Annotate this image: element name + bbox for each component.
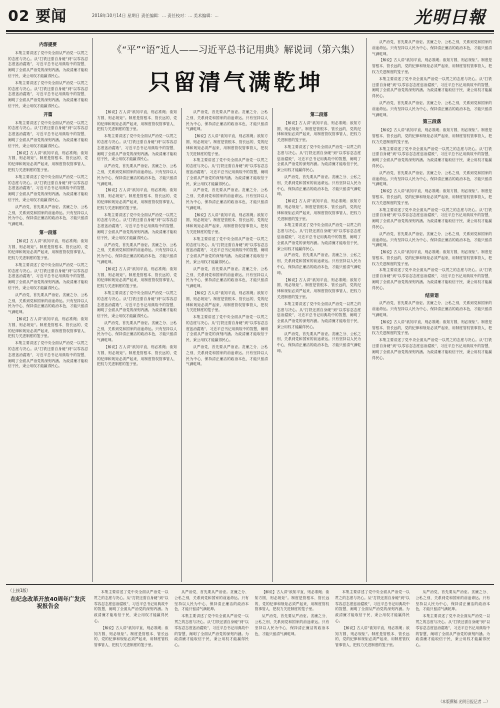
section-heading: 结束语 xyxy=(425,293,439,299)
body-text: 从严治党，首先要从严治吏。贪廉之分、公私之别，关系到党和国家的前途命运。只有坚持以人民为中心，保持清正廉洁的政治本色，才能只留清气满乾坤。 xyxy=(277,253,361,275)
body-text: 【解说】古人讲“欲知平直，则必准绳；欲知方圆，则必规矩”。制度是管根本、管长远的，党的纪律和规矩必须严起来，用制度管权管事管人，把权力关进制度的笼子里。 xyxy=(8,238,88,261)
body-text: 本集主要讲述了党中央全面从严治党一以贯之的态度与决心。从“打铁还需自身硬”到“以零容忍态度惩治腐败”，习近平总书记用典故中的智慧，阐明了全面从严治党的深刻内涵。为政清廉才能取信于民，秉公用权才能赢得民心。 xyxy=(277,301,361,329)
body-text: 【解说】古人讲“欲知平直，则必准绳；欲知方圆，则必规矩”。制度是管根本、管长远的，党的纪律和规矩必须严起来，用制度管权管事管人，把权力关进制度的笼子里。 xyxy=(372,319,492,336)
body-text: 从严治党，首先要从严治吏。贪廉之分、公私之别，关系到党和国家的前途命运。只有坚持以人民为中心，保持清正廉洁的政治本色，才能只留清气满乾坤。 xyxy=(186,266,268,289)
body-text: 本集主要讲述了党中央全面从严治党一以贯之的态度与决心。从“打铁还需自身硬”到“以零容忍态度惩治腐败”，习近平总书记用典故中的智慧，阐明了全面从严治党的深刻内涵。为政清廉才能取信于民，秉公用权才能赢得民心。 xyxy=(186,158,268,186)
body-text: 从严治党，首先要从严治吏。贪廉之分、公私之别，关系到党和国家的前途命运。只有坚持以人民为中心，保持清正廉洁的政治本色，才能只留清气满乾坤。 xyxy=(186,110,268,132)
body-text: 【解说】古人讲“欲知平直，则必准绳；欲知方圆，则必规矩”。制度是管根本、管长远的，党的纪律和规矩必须严起来，用制度管权管事管人，把权力关进制度的笼子里。 xyxy=(277,277,361,299)
body-text: 从严治党，首先要从严治吏。贪廉之分、公私之别，关系到党和国家的前途命运。只有坚持以人民为中心，保持清正廉洁的政治本色，才能只留清气满乾坤。 xyxy=(186,188,268,210)
body-text: 【解说】古人讲“欲知平直，则必准绳；欲知方圆，则必规矩”。制度是管根本、管长远的，党的纪律和规矩必须严起来，用制度管权管事管人，把权力关进制度的笼子里。 xyxy=(94,625,169,648)
column-divider xyxy=(272,108,273,582)
body-text: 【解说】古人讲“欲知平直，则必准绳；欲知方圆，则必规矩”。制度是管根本、管长远的，党的纪律和规矩必须严起来，用制度管权管事管人，把权力关进制度的笼子里。 xyxy=(277,120,361,143)
body-text: 【解说】古人讲“欲知平直，则必准绳；欲知方圆，则必规矩”。制度是管根本、管长远的，党的纪律和规矩必须严起来，用制度管权管事管人，把权力关进制度的笼子里。 xyxy=(372,128,492,144)
column-divider xyxy=(181,108,182,582)
body-text: 从严治党，首先要从严治吏。贪廉之分、公私之别，关系到党和国家的前途命运。只有坚持以人民为中心，保持清正廉洁的政治本色，才能只留清气满乾坤。 xyxy=(254,614,330,636)
body-text: 从严治党，首先要从严治吏。贪廉之分、公私之别，关系到党和国家的前途命运。只有坚持以人民为中心，保持清正廉洁的政治本色，才能只留清气满乾坤。 xyxy=(415,590,490,612)
body-text: 【解说】古人讲“欲知平直，则必准绳；欲知方圆，则必规矩”。制度是管根本、管长远的，党的纪律和规矩必须严起来，用制度管权管事管人，把权力关进制度的笼子里。 xyxy=(186,290,268,313)
summary-heading: 内容提要 xyxy=(39,43,57,48)
body-text: 本集主要讲述了党中央全面从严治党一以贯之的态度与决心。从“打铁还需自身硬”到“以零容忍态度惩治腐败”，习近平总书记用典故中的智慧，阐明了全面从严治党的深刻内涵。为政清廉才能取信于民，秉公用权才能赢得民心。 xyxy=(8,262,88,291)
body-text: 【解说】古人讲“欲知平直，则必准绳；欲知方圆，则必规矩”。制度是管根本、管长远的，党的纪律和规矩必须严起来，用制度管权管事管人，把权力关进制度的笼子里。 xyxy=(372,250,492,266)
body-text: 【解说】古人讲“欲知平直，则必准绳；欲知方圆，则必规矩”。制度是管根本、管长远的，党的纪律和规矩必须严起来，用制度管权管事管人，把权力关进制度的笼子里。 xyxy=(186,134,268,156)
middle-column-b xyxy=(186,110,268,580)
body-text: 【解说】古人讲“欲知平直，则必准绳；欲知方圆，则必规矩”。制度是管根本、管长远的，党的纪律和规矩必须严起来，用制度管权管事管人，把权力关进制度的笼子里。 xyxy=(97,345,177,367)
body-text: 本集主要讲述了党中央全面从严治党一以贯之的态度与决心。从“打铁还需自身硬”到“以零容忍态度惩治腐败”，习近平总书记用典故中的智慧，阐明了全面从严治党的深刻内涵。为政清廉才能取信于民，秉公用权才能赢得民心。 xyxy=(415,614,490,648)
body-text: 本集主要讲述了党中央全面从严治党一以贯之的态度与决心。从“打铁还需自身硬”到“以零容忍态度惩治腐败”，习近平总书记用典故中的智慧，阐明了全面从严治党的深刻内涵。为政清廉才能取信于民，秉公用权才能赢得民心。 xyxy=(372,76,492,99)
body-text: 【解说】古人讲“欲知平直，则必准绳；欲知方圆，则必规矩”。制度是管根本、管长远的，党的纪律和规矩必须严起来，用制度管权管事管人，把权力关进制度的笼子里。 xyxy=(372,189,492,205)
body-text: 本集主要讲述了党中央全面从严治党一以贯之的态度与决心。从“打铁还需自身硬”到“以零容忍态度惩治腐败”，习近平总书记用典故中的智慧，阐明了全面从严治党的深刻内涵。为政清廉才能取信于民，秉公用权才能赢得民心。 xyxy=(186,236,268,264)
body-text: 【解说】古人讲“欲知平直，则必准绳；欲知方圆，则必规矩”。制度是管根本、管长远的，党的纪律和规矩必须严起来，用制度管权管事管人，把权力关进制度的笼子里。 xyxy=(372,58,492,74)
body-text: 本集主要讲述了党中央全面从严治党一以贯之的态度与决心。从“打铁还需自身硬”到“以零容忍态度惩治腐败”，习近平总书记用典故中的智慧，阐明了全面从严治党的深刻内涵。为政清廉才能取信于民，秉公用权才能赢得民心。 xyxy=(372,207,492,229)
continued-label: （上接1版） xyxy=(8,588,31,593)
left-column xyxy=(8,40,88,578)
bottom-article-body xyxy=(94,590,490,696)
bottom-rule xyxy=(6,584,494,585)
column-divider xyxy=(92,38,93,582)
article-headline: 只留清气满乾坤 xyxy=(148,71,324,96)
header-rule-thin xyxy=(6,33,494,34)
article-series-title: 《“平”“语”近人——习近平总书记用典》解说词（第六集） xyxy=(112,45,360,56)
body-text: 【解说】古人讲“欲知平直，则必准绳；欲知方圆，则必规矩”。制度是管根本、管长远的，党的纪律和规矩必须严起来，用制度管权管事管人，把权力关进制度的笼子里。 xyxy=(335,625,410,648)
body-text: 本集主要讲述了党中央全面从严治党一以贯之的态度与决心。从“打铁还需自身硬”到“以零容忍态度惩治腐败”，习近平总书记用典故中的智慧，阐明了全面从严治党的深刻内涵。为政清廉才能取信于民，秉公用权才能赢得民心。 xyxy=(8,120,88,148)
body-text: 从严治党，首先要从严治吏。贪廉之分、公私之别，关系到党和国家的前途命运。只有坚持以人民为中心，保持清正廉洁的政治本色，才能只留清气满乾坤。 xyxy=(277,174,361,197)
header-rule xyxy=(6,30,494,32)
column-divider xyxy=(366,38,367,582)
middle-column-a xyxy=(97,110,177,580)
body-text: 从严治党，首先要从严治吏。贪廉之分、公私之别，关系到党和国家的前途命运。只有坚持以人民为中心，保持清正廉洁的政治本色，才能只留清气满乾坤。 xyxy=(97,164,177,186)
body-text: 本集主要讲述了党中央全面从严治党一以贯之的态度与决心。从“打铁还需自身硬”到“以零容忍态度惩治腐败”，习近平总书记用典故中的智慧，阐明了全面从严治党的深刻内涵。为政清廉才能取信于民，秉公用权才能赢得民心。 xyxy=(372,268,492,290)
section-heading: 开篇 xyxy=(43,112,53,118)
section-heading: 第三段落 xyxy=(422,120,442,126)
body-text: 【解说】古人讲“欲知平直，则必准绳；欲知方圆，则必规矩”。制度是管根本、管长远的，党的纪律和规矩必须严起来，用制度管权管事管人，把权力关进制度的笼子里。 xyxy=(97,188,177,210)
body-text: 本集主要讲述了党中央全面从严治党一以贯之的态度与决心。从“打铁还需自身硬”到“以零容忍态度惩治腐败”，习近平总书记用典故中的智慧，阐明了全面从严治党的深刻内涵。为政清廉才能取信于民，秉公用权才能赢得民心。 xyxy=(174,614,249,648)
body-text: 【解说】古人讲“欲知平直，则必准绳；欲知方圆，则必规矩”。制度是管根本、管长远的，党的纪律和规矩必须严起来，用制度管权管事管人，把权力关进制度的笼子里。 xyxy=(97,266,177,289)
body-text: 【解说】古人讲“欲知平直，则必准绳；欲知方圆，则必规矩”。制度是管根本、管长远的，党的纪律和规矩必须严起来，用制度管权管事管人，把权力关进制度的笼子里。 xyxy=(277,199,361,221)
summary-text: 本集主要讲述了党中央全面从严治党一以贯之的态度与决心。从“打铁还需自身硬”到“以零容忍态度惩治腐败”，习近平总书记用典故中的智慧，阐明了全面从严治党的深刻内涵。为政清廉才能取信于民，秉公用权才能赢得民心。 xyxy=(8,50,88,78)
bottom-article-title: 在纪念改革开放40周年广发庆祝报告会 xyxy=(10,597,86,610)
body-text: 从严治党，首先要从严治吏。贪廉之分、公私之别，关系到党和国家的前途命运。只有坚持以人民为中心，保持清正廉洁的政治本色，才能只留清气满乾坤。 xyxy=(372,301,492,318)
body-text: 从严治党，首先要从严治吏。贪廉之分、公私之别，关系到党和国家的前途命运。只有坚持以人民为中心，保持清正廉洁的政治本色，才能只留清气满乾坤。 xyxy=(372,231,492,248)
body-text: 本集主要讲述了党中央全面从严治党一以贯之的态度与决心。从“打铁还需自身硬”到“以零容忍态度惩治腐败”，习近平总书记用典故中的智慧，阐明了全面从严治党的深刻内涵。为政清廉才能取信于民，秉公用权才能赢得民心。 xyxy=(97,212,177,240)
body-text: 从严治党，首先要从严治吏。贪廉之分、公私之别，关系到党和国家的前途命运。只有坚持以人民为中心，保持清正廉洁的政治本色，才能只留清气满乾坤。 xyxy=(97,242,177,264)
footer-note: （本版撰稿 光明日报记者 ...） xyxy=(438,699,490,704)
body-text: 从严治党，首先要从严治吏。贪廉之分、公私之别，关系到党和国家的前途命运。只有坚持以人民为中心，保持清正廉洁的政治本色，才能只留清气满乾坤。 xyxy=(8,292,88,315)
body-text: 本集主要讲述了党中央全面从严治党一以贯之的态度与决心。从“打铁还需自身硬”到“以零容忍态度惩治腐败”，习近平总书记用典故中的智慧，阐明了全面从严治党的深刻内涵。为政清廉才能取信于民，秉公用权才能赢得民心。 xyxy=(372,338,492,360)
body-text: 【解说】古人讲“欲知平直，则必准绳；欲知方圆，则必规矩”。制度是管根本、管长远的，党的纪律和规矩必须严起来，用制度管权管事管人，把权力关进制度的笼子里。 xyxy=(97,110,177,132)
body-text: 【解说】古人讲“欲知平直，则必准绳；欲知方圆，则必规矩”。制度是管根本、管长远的，党的纪律和规矩必须严起来，用制度管权管事管人，把权力关进制度的笼子里。 xyxy=(254,590,330,612)
body-text: 从严治党，首先要从严治吏。贪廉之分、公私之别，关系到党和国家的前途命运。只有坚持以人民为中心，保持清正廉洁的政治本色，才能只留清气满乾坤。 xyxy=(186,345,268,367)
body-text: 本集主要讲述了党中央全面从严治党一以贯之的态度与决心。从“打铁还需自身硬”到“以零容忍态度惩治腐败”，习近平总书记用典故中的智慧，阐明了全面从严治党的深刻内涵。为政清廉才能取信于民，秉公用权才能赢得民心。 xyxy=(372,146,492,168)
body-text: 从严治党，首先要从严治吏。贪廉之分、公私之别，关系到党和国家的前途命运。只有坚持以人民为中心，保持清正廉洁的政治本色，才能只留清气满乾坤。 xyxy=(174,590,249,612)
page-number: 02 要闻 xyxy=(8,7,67,25)
body-text: 从严治党，首先要从严治吏。贪廉之分、公私之别，关系到党和国家的前途命运。只有坚持以人民为中心，保持清正廉洁的政治本色，才能只留清气满乾坤。 xyxy=(277,331,361,354)
body-text: 本集主要讲述了党中央全面从严治党一以贯之的态度与决心。从“打铁还需自身硬”到“以零容忍态度惩治腐败”，习近平总书记用典故中的智慧，阐明了全面从严治党的深刻内涵。为政清廉才能取信于民，秉公用权才能赢得民心。 xyxy=(277,223,361,251)
body-text: 从严治党，首先要从严治吏。贪廉之分、公私之别，关系到党和国家的前途命运。只有坚持以人民为中心，保持清正廉洁的政治本色，才能只留清气满乾坤。 xyxy=(372,40,492,56)
body-text: 从严治党，首先要从严治吏。贪廉之分、公私之别，关系到党和国家的前途命运。只有坚持以人民为中心，保持清正廉洁的政治本色，才能只留清气满乾坤。 xyxy=(372,100,492,117)
body-text: 本集主要讲述了党中央全面从严治党一以贯之的态度与决心。从“打铁还需自身硬”到“以零容忍态度惩治腐败”，习近平总书记用典故中的智慧，阐明了全面从严治党的深刻内涵。为政清廉才能取信于民，秉公用权才能赢得民心。 xyxy=(186,315,268,343)
summary-text: 本集主要讲述了党中央全面从严治党一以贯之的态度与决心。从“打铁还需自身硬”到“以零容忍态度惩治腐败”，习近平总书记用典故中的智慧，阐明了全面从严治党的深刻内涵。为政清廉才能取信于民，秉公用权才能赢得民心。 xyxy=(8,80,88,108)
date-line: 2018年10月14日 星期日 责任编辑：... 责任校对：... 美术编辑：... xyxy=(92,13,219,18)
right-column xyxy=(372,40,492,578)
body-text: 【解说】古人讲“欲知平直，则必准绳；欲知方圆，则必规矩”。制度是管根本、管长远的，党的纪律和规矩必须严起来，用制度管权管事管人，把权力关进制度的笼子里。 xyxy=(8,317,88,339)
body-text: 本集主要讲述了党中央全面从严治党一以贯之的态度与决心。从“打铁还需自身硬”到“以零容忍态度惩治腐败”，习近平总书记用典故中的智慧，阐明了全面从严治党的深刻内涵。为政清廉才能取信于民，秉公用权才能赢得民心。 xyxy=(97,290,177,319)
section-heading: 第一段落 xyxy=(39,230,57,236)
body-text: 本集主要讲述了党中央全面从严治党一以贯之的态度与决心。从“打铁还需自身硬”到“以零容忍态度惩治腐败”，习近平总书记用典故中的智慧，阐明了全面从严治党的深刻内涵。为政清廉才能取信于民，秉公用权才能赢得民心。 xyxy=(8,174,88,202)
body-text: 从严治党，首先要从严治吏。贪廉之分、公私之别，关系到党和国家的前途命运。只有坚持以人民为中心，保持清正廉洁的政治本色，才能只留清气满乾坤。 xyxy=(97,320,177,343)
page-header xyxy=(0,0,500,32)
article-title-block xyxy=(102,40,370,102)
body-text: 【解说】古人讲“欲知平直，则必准绳；欲知方圆，则必规矩”。制度是管根本、管长远的，党的纪律和规矩必须严起来，用制度管权管事管人，把权力关进制度的笼子里。 xyxy=(186,212,268,234)
body-text: 本集主要讲述了党中央全面从严治党一以贯之的态度与决心。从“打铁还需自身硬”到“以零容忍态度惩治腐败”，习近平总书记用典故中的智慧，阐明了全面从严治党的深刻内涵。为政清廉才能取信于民，秉公用权才能赢得民心。 xyxy=(97,134,177,162)
newspaper-masthead: 光明日報 xyxy=(414,8,486,28)
body-text: 本集主要讲述了党中央全面从严治党一以贯之的态度与决心。从“打铁还需自身硬”到“以零容忍态度惩治腐败”，习近平总书记用典故中的智慧，阐明了全面从严治党的深刻内涵。为政清廉才能取信于民，秉公用权才能赢得民心。 xyxy=(277,144,361,173)
middle-column-c xyxy=(277,110,361,580)
body-text: 本集主要讲述了党中央全面从严治党一以贯之的态度与决心。从“打铁还需自身硬”到“以零容忍态度惩治腐败”，习近平总书记用典故中的智慧，阐明了全面从严治党的深刻内涵。为政清廉才能取信于民，秉公用权才能赢得民心。 xyxy=(335,590,410,623)
body-text: 从严治党，首先要从严治吏。贪廉之分、公私之别，关系到党和国家的前途命运。只有坚持以人民为中心，保持清正廉洁的政治本色，才能只留清气满乾坤。 xyxy=(372,170,492,187)
body-text: 从严治党，首先要从严治吏。贪廉之分、公私之别，关系到党和国家的前途命运。只有坚持以人民为中心，保持清正廉洁的政治本色，才能只留清气满乾坤。 xyxy=(8,204,88,227)
section-heading: 第二段落 xyxy=(310,113,328,118)
body-text: 本集主要讲述了党中央全面从严治党一以贯之的态度与决心。从“打铁还需自身硬”到“以零容忍态度惩治腐败”，习近平总书记用典故中的智慧，阐明了全面从严治党的深刻内涵。为政清廉才能取信于民，秉公用权才能赢得民心。 xyxy=(8,341,88,369)
body-text: 【解说】古人讲“欲知平直，则必准绳；欲知方圆，则必规矩”。制度是管根本、管长远的，党的纪律和规矩必须严起来，用制度管权管事管人，把权力关进制度的笼子里。 xyxy=(8,150,88,172)
body-text: 本集主要讲述了党中央全面从严治党一以贯之的态度与决心。从“打铁还需自身硬”到“以零容忍态度惩治腐败”，习近平总书记用典故中的智慧，阐明了全面从严治党的深刻内涵。为政清廉才能取信于民，秉公用权才能赢得民心。 xyxy=(94,590,169,623)
